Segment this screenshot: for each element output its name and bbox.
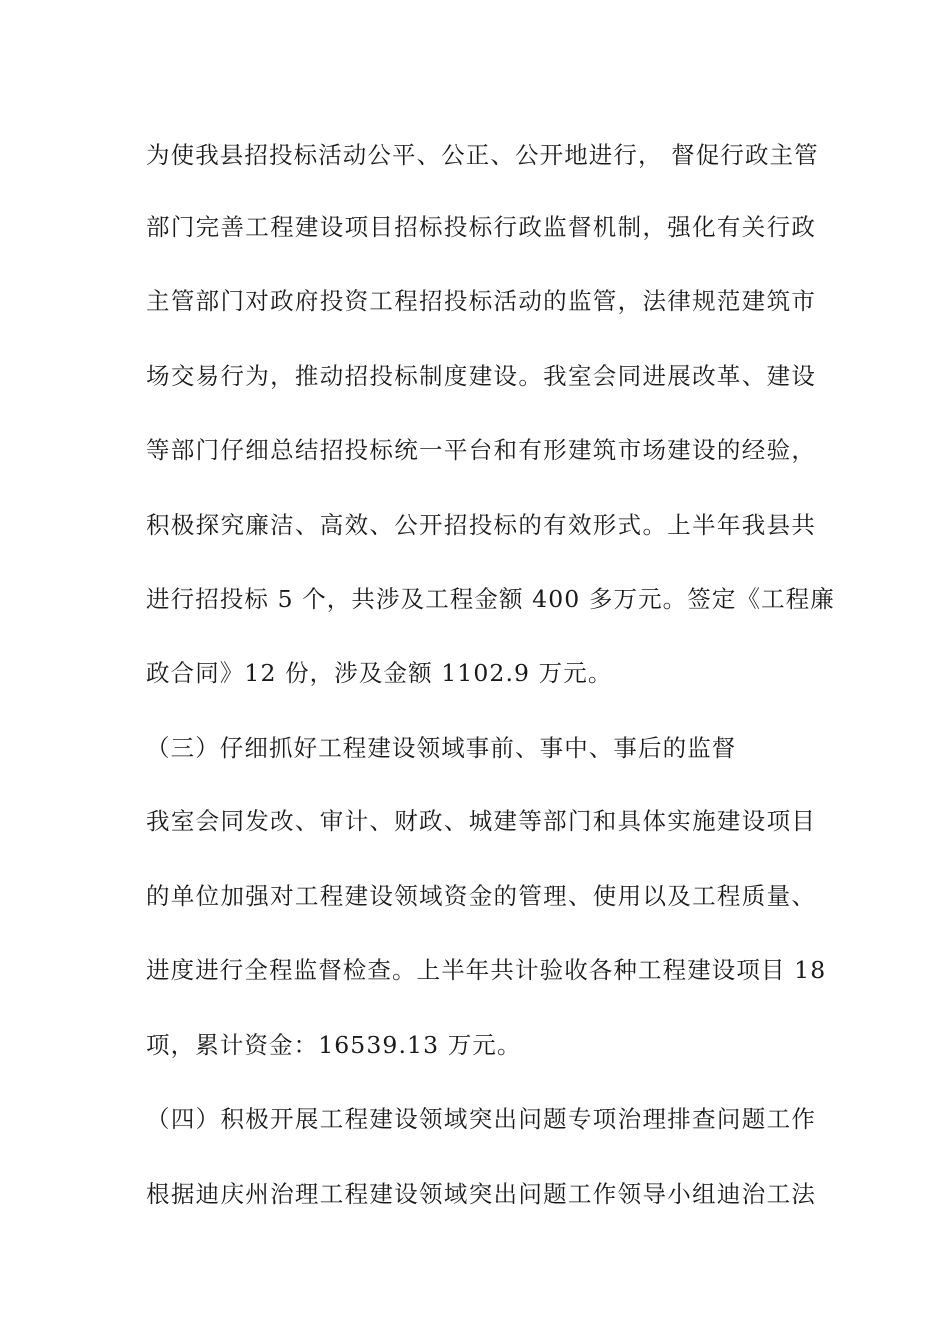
- text-line: 场交易行为，推动招投标制度建设。我室会同进展改革、建设: [146, 362, 816, 390]
- section-heading: （三）仔细抓好工程建设领域事前、事中、事后的监督: [146, 734, 737, 762]
- text-line: 主管部门对政府投资工程招投标活动的监管，法律规范建筑市: [146, 287, 816, 315]
- text-line: 等部门仔细总结招投标统一平台和有形建筑市场建设的经验，: [146, 436, 816, 464]
- text-line: 的单位加强对工程建设领域资金的管理、使用以及工程质量、: [146, 882, 816, 910]
- text-line: 进度进行全程监督检查。上半年共计验收各种工程建设项目 18: [146, 956, 827, 984]
- text-line: 部门完善工程建设项目招标投标行政监督机制，强化有关行政: [146, 213, 816, 241]
- section-heading: （四）积极开展工程建设领域突出问题专项治理排查问题工作: [146, 1105, 816, 1133]
- text-line: 为使我县招投标活动公平、公正、公开地进行， 督促行政主管: [146, 141, 819, 169]
- text-line: 积极探究廉洁、高效、公开招投标的有效形式。上半年我县共: [146, 511, 816, 539]
- text-line: 政合同》12 份，涉及金额 1102.9 万元。: [146, 659, 613, 687]
- text-line: 项，累计资金：16539.13 万元。: [146, 1031, 522, 1059]
- text-line: 我室会同发改、审计、财政、城建等部门和具体实施建设项目: [146, 807, 816, 835]
- text-line: 根据迪庆州治理工程建设领域突出问题工作领导小组迪治工法: [146, 1180, 816, 1208]
- text-line: 进行招投标 5 个，共涉及工程金额 400 多万元。签定《工程廉: [146, 585, 835, 613]
